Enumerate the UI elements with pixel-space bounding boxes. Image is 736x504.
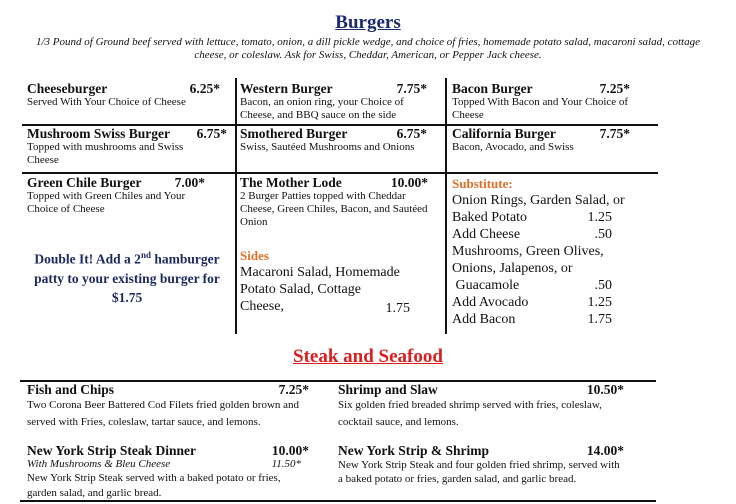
menu-item-mushroom-swiss	[27, 126, 227, 167]
substitute-price	[625, 192, 637, 209]
item-desc: Swiss, Sautéed Mushrooms and Onions	[240, 141, 415, 153]
divider	[445, 78, 447, 334]
item-price: 6.25*	[189, 81, 220, 96]
item-variant-price: 11.50*	[271, 458, 301, 470]
item-name: New York Strip Steak Dinner	[27, 443, 197, 458]
menu-item-shrimp-slaw	[338, 382, 624, 431]
item-name: Western Burger	[240, 81, 333, 96]
substitute-label: Add Cheese	[452, 227, 521, 242]
item-name: Fish and Chips	[27, 382, 115, 397]
menu-item-ny-strip-shrimp	[338, 443, 624, 486]
substitute-price	[612, 243, 624, 260]
menu-item-western-burger	[240, 81, 435, 122]
item-price: 10.00*	[271, 443, 309, 458]
item-name: Bacon Burger	[452, 81, 533, 96]
sides-text: Macaroni Salad, Homemade Potato Salad, Cottage Cheese,	[240, 265, 400, 314]
sides-price: 1.75	[385, 301, 410, 316]
menu-item-green-chile	[27, 175, 205, 216]
item-name: Mushroom Swiss Burger	[27, 126, 171, 141]
item-price: 7.25*	[278, 382, 309, 397]
divider	[235, 78, 237, 334]
item-price: 14.00*	[586, 443, 624, 458]
item-desc: New York Strip Steak and four golden fried shrimp, served with a baked potato or fries, garden salad, and garlic bread.	[338, 459, 620, 485]
promo-text: hamburger patty to your existing burger for $1.75	[34, 251, 220, 305]
substitute-label: Add Avocado	[452, 295, 529, 310]
item-name: Green Chile Burger	[27, 175, 142, 190]
item-desc: Six golden fried breaded shrimp served with fries, coleslaw, cocktail sauce, and lemons.	[338, 399, 602, 428]
burgers-intro: 1/3 Pound of Ground beef served with lettuce, tomato, onion, a dill pickle wedge, and choice of fries, homemade potato salad, macaroni salad, cottage cheese, or coleslaw. Ask for Swiss, Cheddar, American, or Pepper Jack cheese.	[36, 36, 700, 61]
item-desc: Topped With Bacon and Your Choice of Cheese	[452, 96, 629, 121]
menu-item-fish-chips	[27, 382, 309, 431]
item-price: 7.75*	[396, 81, 427, 96]
item-desc: Two Corona Beer Battered Cod Filets fried golden brown and served with Fries, coleslaw, tartar sauce, and lemons.	[27, 399, 300, 428]
promo-text: Double It! Add a 2	[34, 251, 141, 267]
menu-item-mother-lode	[240, 175, 440, 229]
substitute-line	[452, 192, 624, 209]
menu-item-california-burger	[452, 126, 652, 154]
item-desc: Served With Your Choice of Cheese	[27, 96, 186, 108]
menu-item-bacon-burger	[452, 81, 652, 122]
item-desc: 2 Burger Patties topped with Cheddar Cheese, Green Chiles, Bacon, and Sautéed Onion	[240, 190, 428, 228]
substitute-section	[452, 176, 624, 328]
substitute-line	[452, 243, 624, 260]
item-name: Smothered Burger	[240, 126, 348, 141]
steak-heading: Steak and Seafood	[293, 346, 443, 367]
item-desc: Topped with mushrooms and Swiss Cheese	[27, 141, 184, 166]
item-name: California Burger	[452, 126, 556, 141]
double-it-promo	[27, 246, 227, 307]
substitute-line	[452, 209, 624, 226]
substitute-label: Guacamole	[452, 278, 520, 293]
substitute-price: .50	[594, 227, 612, 242]
substitute-label: Baked Potato	[452, 210, 528, 225]
substitute-price: 1.25	[587, 210, 612, 225]
item-desc: New York Strip Steak served with a baked potato or fries, garden salad, and garlic bread.	[27, 472, 281, 499]
substitute-label: Add Bacon	[452, 312, 516, 327]
menu-item-cheeseburger	[27, 81, 220, 109]
item-variant: With Mushrooms & Bleu Cheese	[27, 458, 171, 470]
substitute-label: Onions, Jalapenos, or	[452, 261, 573, 276]
item-price: 7.75*	[599, 126, 630, 141]
item-desc: Topped with Green Chiles and Your Choice of Cheese	[27, 190, 186, 215]
sides-section	[240, 248, 420, 315]
item-name: Shrimp and Slaw	[338, 382, 438, 397]
promo-sup: nd	[140, 250, 151, 260]
substitute-price	[612, 260, 624, 277]
substitute-line	[452, 277, 624, 294]
menu-item-ny-strip-dinner	[27, 443, 309, 501]
divider	[22, 172, 658, 174]
substitute-line	[452, 294, 624, 311]
item-price: 10.00*	[390, 175, 428, 190]
substitute-label: Mushrooms, Green Olives,	[452, 244, 604, 259]
sides-heading: Sides	[240, 248, 269, 263]
substitute-line	[452, 260, 624, 277]
item-price: 10.50*	[586, 382, 624, 397]
item-price: 6.75*	[396, 126, 427, 141]
substitute-price: .50	[594, 278, 612, 293]
substitute-line	[452, 311, 624, 328]
substitute-price: 1.25	[587, 295, 612, 310]
substitute-heading: Substitute:	[452, 176, 513, 191]
item-desc: Bacon, Avocado, and Swiss	[452, 141, 574, 153]
item-price: 6.75*	[196, 126, 227, 141]
substitute-line	[452, 226, 624, 243]
burgers-heading: Burgers	[335, 12, 401, 33]
item-price: 7.00*	[174, 175, 205, 190]
substitute-price: 1.75	[587, 312, 612, 327]
item-desc: Bacon, an onion ring, your Choice of Cheese, and BBQ sauce on the side	[240, 96, 404, 121]
item-name: Cheeseburger	[27, 81, 108, 96]
menu-item-smothered-burger	[240, 126, 435, 154]
substitute-label: Onion Rings, Garden Salad, or	[452, 193, 625, 208]
item-name: The Mother Lode	[240, 175, 342, 190]
item-price: 7.25*	[599, 81, 630, 96]
item-name: New York Strip & Shrimp	[338, 443, 490, 458]
